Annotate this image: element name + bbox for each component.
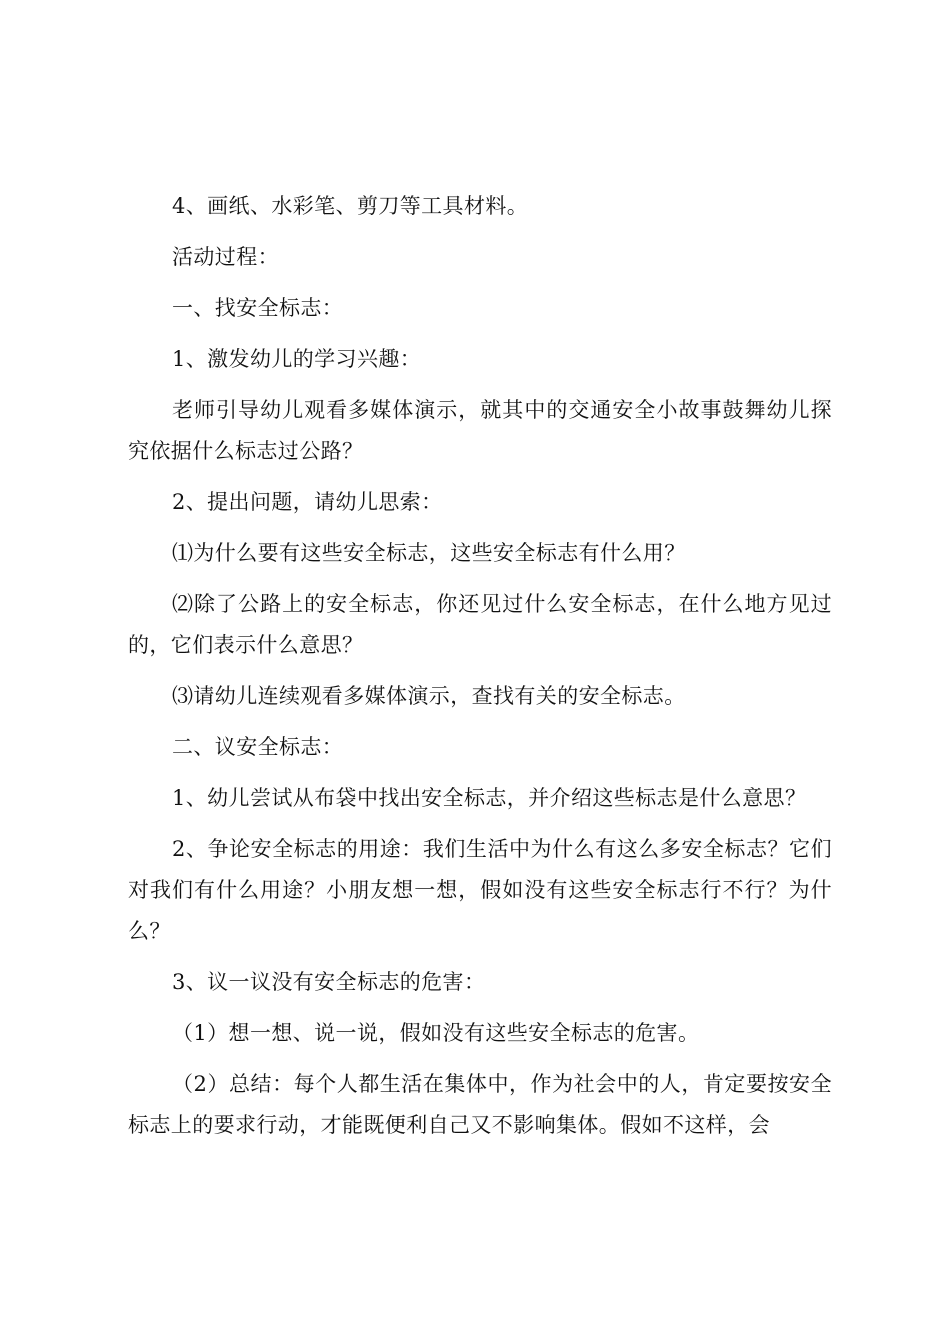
paragraph-teacher-guide: 老师引导幼儿观看多媒体演示，就其中的交通安全小故事鼓舞幼儿探究依据什么标志过公路？: [128, 398, 832, 463]
paragraph-discuss-2: 2、争论安全标志的用途：我们生活中为什么有这么多安全标志？它们对我们有什么用途？小朋友想一想，假如没有这些安全标志行不行？为什么？: [128, 837, 832, 943]
document-body: [128, 186, 832, 1146]
paragraph-discuss-3: 3、议一议没有安全标志的危害：: [172, 970, 486, 994]
paragraph-materials: 4、画纸、水彩笔、剪刀等工具材料。: [172, 194, 529, 218]
paragraph-step-1: 1、激发幼儿的学习兴趣：: [172, 347, 422, 371]
paragraph-sub-1: （1）想一想、说一说，假如没有这些安全标志的危害。: [172, 1021, 700, 1045]
heading-find-signs: 一、找安全标志：: [172, 296, 344, 320]
heading-discuss-signs: 二、议安全标志：: [172, 735, 344, 759]
paragraph-step-2: 2、提出问题，请幼儿思索：: [172, 490, 443, 514]
paragraph-activity-process: 活动过程：: [172, 245, 279, 269]
paragraph-discuss-1: 1、幼儿尝试从布袋中找出安全标志，并介绍这些标志是什么意思？: [172, 786, 807, 810]
paragraph-question-1: ⑴为什么要有这些安全标志，这些安全标志有什么用？: [172, 541, 686, 565]
paragraph-sub-2: （2）总结：每个人都生活在集体中，作为社会中的人，肯定要按安全标志上的要求行动，才能既便利自己又不影响集体。假如不这样，会: [128, 1072, 832, 1137]
paragraph-question-2: ⑵除了公路上的安全标志，你还见过什么安全标志，在什么地方见过的，它们表示什么意思？: [128, 592, 832, 657]
paragraph-question-3: ⑶请幼儿连续观看多媒体演示，查找有关的安全标志。: [172, 684, 686, 708]
